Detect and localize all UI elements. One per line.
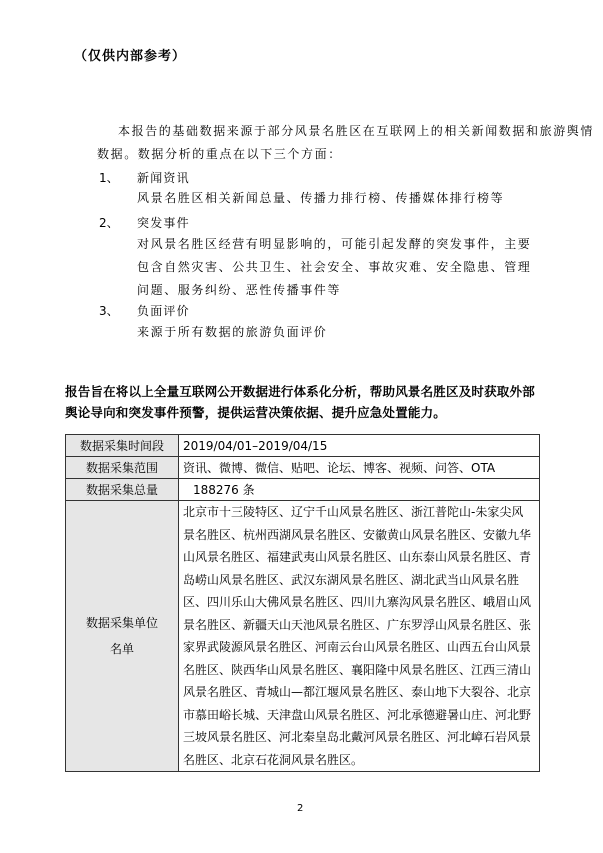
table-row (66, 435, 540, 457)
scope-value: 资讯、微博、微信、贴吧、论坛、博客、视频、问答、OTA (179, 457, 540, 479)
intro-line-2: 数据。数据分析的重点在以下三个方面： (97, 147, 342, 161)
item-number-2: 2、 (99, 216, 119, 230)
period-label: 数据采集时间段 (66, 435, 179, 457)
page-number: 2 (297, 803, 304, 814)
period-value: 2019/04/01–2019/04/15 (179, 435, 540, 457)
units-label (66, 501, 179, 772)
scope-label: 数据采集范围 (66, 457, 179, 479)
units-list: 北京市十三陵特区、辽宁千山风景名胜区、浙江普陀山-朱家尖风景名胜区、杭州西湖风景名胜区、安徽黄山风景名胜区、安徽九华山风景名胜区、福建武夷山风景名胜区、山东泰山风景名胜区、青岛崂山风景名胜区、武汉东湖风景名胜区、湖北武当山风景名胜区、四川乐山大佛风景名胜区、四川九寨沟风景名胜区、峨眉山风景名胜区、新疆天山天池风景名胜区、广东罗浮山风景名胜区、张家界武陵源风景名胜区、河南云台山风景名胜区、山西五台山风景名胜区、陕西华山风景名胜区、襄阳隆中风景名胜区、江西三清山风景名胜区、青城山—都江堰风景名胜区、泰山地下大裂谷、北京市慕田峪长城、天津盘山风景名胜区、河北承德避暑山庄、河北野三坡风景名胜区、河北秦皇岛北戴河风景名胜区、河北嶂石岩风景名胜区、北京石花洞风景名胜区。 (179, 501, 540, 772)
units-label-line-1: 数据采集单位 (85, 616, 158, 630)
item-title-negative: 负面评价 (137, 304, 190, 318)
item-desc-emergency: 对风景名胜区经营有明显影响的，可能引起发酵的突发事件，主要包含自然灾害、公共卫生、社会安全、事故灾难、安全隐患、管理问题、服务纠纷、恶性传播事件等 (137, 237, 532, 297)
report-summary: 报告旨在将以上全量互联网公开数据进行体系化分析，帮助风景名胜区及时获取外部舆论导向和突发事件预警，提供运营决策依据、提升应急处置能力。 (65, 384, 535, 420)
item-number-1: 1、 (99, 171, 119, 185)
data-collection-table (65, 434, 540, 772)
intro-line-1: 本报告的基础数据来源于部分风景名胜区在互联网上的相关新闻数据和旅游舆情 (118, 124, 595, 138)
internal-reference-note: （仅供内部参考） (74, 49, 187, 64)
table-row (66, 501, 540, 772)
item-title-emergency: 突发事件 (137, 216, 190, 230)
total-label: 数据采集总量 (66, 479, 179, 501)
item-desc-news: 风景名胜区相关新闻总量、传播力排行榜、传播媒体排行榜等 (137, 191, 505, 205)
item-desc-negative: 来源于所有数据的旅游负面评价 (137, 325, 328, 339)
units-label-line-2: 名单 (109, 642, 134, 656)
item-number-3: 3、 (99, 304, 119, 318)
table-row (66, 457, 540, 479)
total-value: 188276 条 (179, 479, 540, 501)
table-row (66, 479, 540, 501)
item-title-news: 新闻资讯 (137, 171, 190, 185)
